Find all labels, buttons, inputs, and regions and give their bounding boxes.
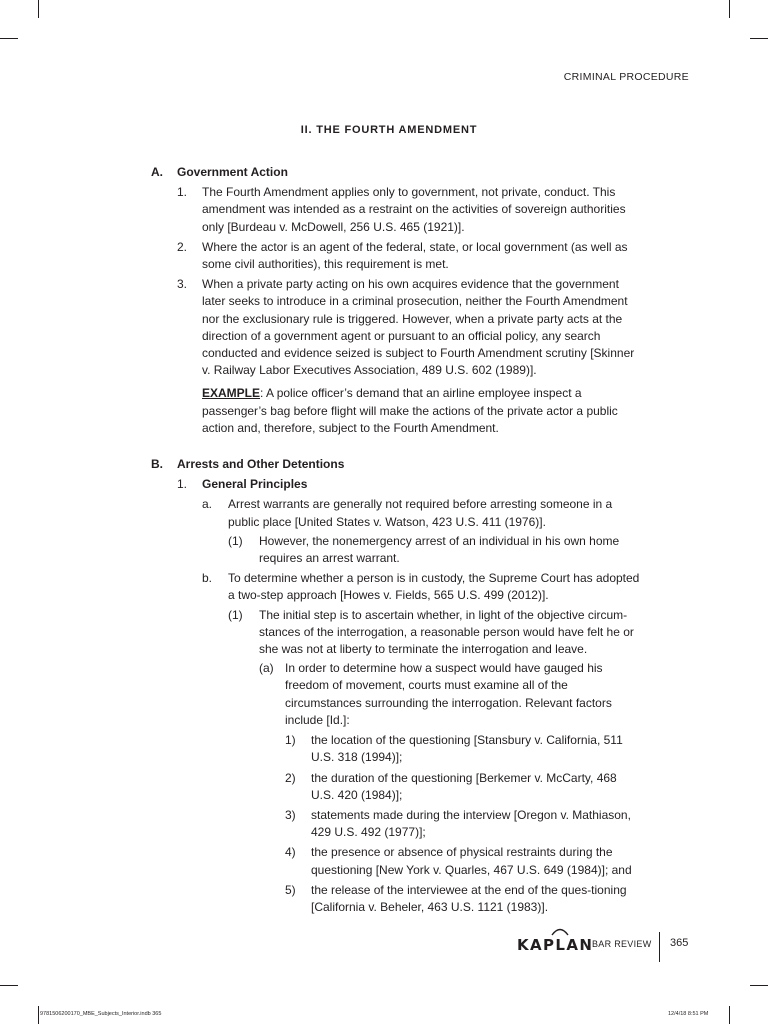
- item-marker: b.: [202, 571, 213, 586]
- item-text: statements made during the interview [Oregon v. Mathiason, 429 U.S. 492 (1977)];: [311, 807, 631, 840]
- item-text: The initial step is to ascertain whether, in light of the objective circum-stances of the interrogation, a reasonable person would have felt he or she was not at liberty to terminate the interrogation and leave.: [259, 607, 634, 657]
- print-slug-date: 12/4/18 8:51 PM: [668, 1011, 709, 1017]
- item-marker: 4): [285, 845, 296, 860]
- item-marker: 2.: [177, 239, 188, 254]
- list-item: [285, 807, 641, 841]
- item-text: However, the nonemergency arrest of an individual in his own home requires an arrest warrant.: [259, 533, 620, 566]
- list-item: [177, 184, 641, 236]
- page-number: 365: [670, 937, 689, 949]
- running-head: CRIMINAL PROCEDURE: [563, 71, 689, 83]
- item-marker: 1): [285, 733, 296, 748]
- item-marker: (1): [228, 533, 243, 548]
- kaplan-arc-icon: [551, 926, 569, 936]
- item-text: the location of the questioning [Stansbury v. California, 511 U.S. 318 (1994)];: [311, 733, 623, 765]
- list-item: [228, 533, 641, 567]
- list-item: [285, 770, 641, 804]
- item-marker: (1): [228, 607, 243, 622]
- list-item: [202, 570, 641, 604]
- item-marker: 1.: [177, 477, 188, 492]
- crop-mark: [729, 1006, 730, 1024]
- item-marker: 3.: [177, 277, 188, 292]
- subsection-heading: [177, 476, 641, 493]
- section-marker: A.: [151, 165, 163, 179]
- page-body: [151, 164, 641, 916]
- crop-mark: [729, 0, 730, 18]
- item-marker: 3): [285, 807, 296, 822]
- bar-review-label: BAR REVIEW: [592, 939, 652, 949]
- crop-mark: [38, 1006, 39, 1024]
- item-text: To determine whether a person is in custody, the Supreme Court has adopted a two-step approach [Howes v. Fields, 565 U.S. 499 (2012)].: [228, 571, 640, 603]
- item-text: When a private party acting on his own acquires evidence that the government later seeks to introduce in a criminal prosecution, neither the Fourth Amendment nor the exclusionary rule is triggered. However, when a private party acts at the direction of a government agent or pursuant to an official policy, any search conducted and evidence seized is subject to Fourth Amendment scrutiny [Skinner v. Railway Labor Executives Association, 489 U.S. 602 (1989)].: [202, 277, 635, 378]
- list-item: [177, 276, 641, 379]
- list-item: [202, 496, 641, 530]
- section-title: Arrests and Other Detentions: [177, 457, 345, 472]
- item-text: Arrest warrants are generally not required before arresting someone in a public place [United States v. Watson, 423 U.S. 411 (1976)].: [228, 497, 613, 529]
- item-text: Where the actor is an agent of the federal, state, or local government (as well as some civil authorities), this requirement is met.: [202, 239, 628, 272]
- item-text: the duration of the questioning [Berkemer v. McCarty, 468 U.S. 420 (1984)];: [311, 770, 617, 802]
- list-item: [228, 607, 641, 659]
- section-marker: B.: [151, 457, 163, 472]
- crop-mark: [0, 985, 18, 986]
- item-marker: 1.: [177, 185, 188, 200]
- item-text: The Fourth Amendment applies only to government, not private, conduct. This amendment was intended as a restraint on the activities of sovereign authorities only [Burdeau v. McDowell, 256 U.S. 465 (1921)].: [202, 185, 626, 234]
- kaplan-logo: KAPLAN: [517, 936, 594, 954]
- item-marker: a.: [202, 497, 213, 512]
- example-label: EXAMPLE: [202, 386, 261, 401]
- subsection-title: General Principles: [202, 477, 308, 492]
- item-text: the release of the interviewee at the end of the ques-tioning [California v. Beheler, 463 U.S. 1121 (1983)].: [311, 882, 627, 914]
- item-marker: (a): [259, 661, 274, 676]
- item-text: In order to determine how a suspect would have gauged his freedom of movement, courts must examine all of the circumstances surrounding the interrogation. Relevant factors include [Id.]:: [285, 661, 612, 727]
- crop-mark: [750, 985, 768, 986]
- example-block: [202, 385, 641, 437]
- example-text: : A police officer’s demand that an airline employee inspect a passenger’s bag before flight will make the actions of the private actor a public action and, therefore, subject to the Fourth Amendment.: [202, 386, 618, 435]
- list-item: [285, 732, 641, 766]
- crop-mark: [38, 0, 39, 18]
- list-item: [285, 882, 641, 916]
- section-title: Government Action: [177, 165, 288, 179]
- section-b-heading: [151, 456, 641, 473]
- list-item: [285, 844, 641, 878]
- list-item: [177, 239, 641, 273]
- section-a-heading: [151, 164, 641, 181]
- list-item: [259, 660, 641, 729]
- chapter-title: II. THE FOURTH AMENDMENT: [300, 124, 478, 136]
- print-slug-file: 9781506200170_MBE_Subjects_Interior.indb 365: [40, 1011, 162, 1017]
- item-marker: 2): [285, 770, 296, 785]
- footer-divider: [659, 932, 660, 962]
- item-text: the presence or absence of physical restraints during the questioning [New York v. Quarles, 467 U.S. 649 (1984)]; and: [311, 845, 632, 877]
- crop-mark: [750, 38, 768, 39]
- item-marker: 5): [285, 882, 296, 897]
- crop-mark: [0, 38, 18, 39]
